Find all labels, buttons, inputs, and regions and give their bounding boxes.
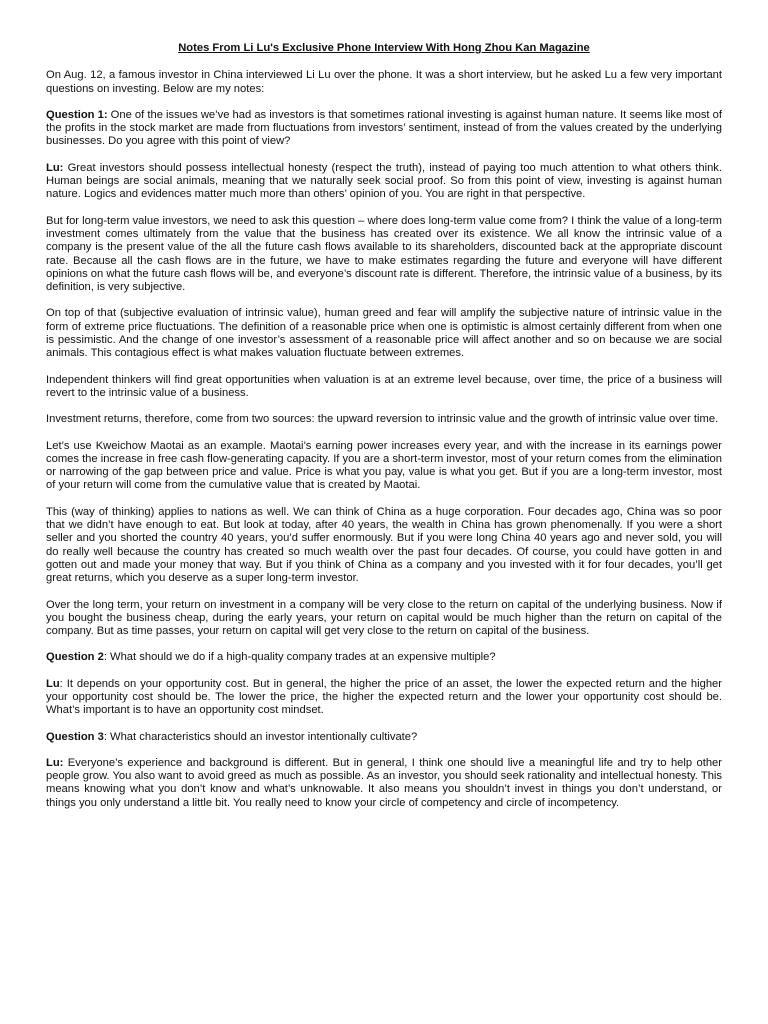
- question-3-text: : What characteristics should an investor intentionally cultivate?: [103, 730, 418, 743]
- answer-1-label: Lu:: [46, 161, 64, 174]
- answer-3: [46, 757, 722, 810]
- answer-1-paragraph-3: On top of that (subjective evaluation of intrinsic value), human greed and fear will amplify the subjective nature of intrinsic value in the form of extreme price fluctuations. The definition of a reasonable price when one is optimistic is almost certainly different from when one is pessimistic. And the change of one investor’s assessment of a reasonable price will affect another and so on because we are social animals. This contagious effect is what makes valuation fluctuate between extremes.: [46, 307, 722, 360]
- answer-1-paragraph-2: But for long-term value investors, we need to ask this question – where does long-term value come from? I think the value of a long-term investment comes ultimately from the value that the business has created over its existence. We all know the intrinsic value of a company is the present value of the all the future cash flows available to its shareholders, discounted back at the appropriate discount rate. Because all the cash flows are in the future, we have to make estimates regarding the future and everyone will have different opinions on what the future cash flows will be, and everyone’s discount rate is different. Therefore, the intrinsic value of a business, by its definition, is very subjective.: [46, 214, 722, 294]
- question-2: [46, 651, 722, 664]
- document-page: [46, 42, 722, 823]
- question-1-text: One of the issues we’ve had as investors is that sometimes rational investing is against human nature. It seems like most of the profits in the stock market are made from fluctuations from investors’ sentiment, instead of from the values created by the underlying businesses. Do you agree with this point of view?: [46, 108, 722, 148]
- answer-1-paragraph-6: Let’s use Kweichow Maotai as an example. Maotai’s earning power increases every year, and with the increase in its earnings power comes the increase in free cash flow-generating capacity. If you are a short-term investor, most of your return comes from the elimination or narrowing of the gap between price and value. Price is what you pay, value is what you get. But if you are a long-term investor, most of your return will come from the cumulative value that is created by Maotai.: [46, 439, 722, 492]
- answer-1-paragraph-4: Independent thinkers will find great opportunities when valuation is at an extreme level because, over time, the price of a business will revert to the intrinsic value of a business.: [46, 373, 722, 399]
- answer-2-text: : It depends on your opportunity cost. But in general, the higher the price of an asset, the lower the expected return and the higher your opportunity cost should be. The lower the price, the higher the expected return and the lower your opportunity cost should be. What’s important is to have an opportunity cost mindset.: [46, 677, 722, 717]
- intro-paragraph: On Aug. 12, a famous investor in China interviewed Li Lu over the phone. It was a short interview, but he asked Lu a few very important questions on investing. Below are my notes:: [46, 69, 722, 95]
- answer-1-text: Great investors should possess intellectual honesty (respect the truth), instead of paying too much attention to what others think. Human beings are social animals, meaning that we naturally seek social proof. So from this point of view, investing is against human nature. Logics and evidences matter much more than others’ opinion of you. You are right in that perspective.: [46, 161, 722, 201]
- answer-1-paragraph-7: This (way of thinking) applies to nations as well. We can think of China as a huge corporation. Four decades ago, China was so poor that we didn’t have enough to eat. But look at today, after 40 years, the wealth in China has grown phenomenally. If you were a short seller and you shorted the country 40 years, you’d suffer enormously. But if you were long China 40 years ago and never sold, you will do really well because the country has created so much wealth over the past four decades. Of course, you could have gotten in and gotten out and made your money that way. But if you think of China as a company and you invested with it for four decades, you’ll get great returns, which you deserve as a super long-term investor.: [46, 505, 722, 585]
- answer-2: [46, 678, 722, 718]
- question-1: [46, 109, 722, 149]
- answer-3-label: Lu:: [46, 756, 64, 769]
- answer-2-label: Lu: [46, 677, 60, 690]
- answer-3-text: Everyone’s experience and background is different. But in general, I think one should live a meaningful life and try to help other people grow. You also want to avoid greed as much as possible. As an investor, you should seek rationality and intellectual honesty. This means knowing what you don’t know and what’s unknowable. It also means you shouldn’t invest in things you don’t understand, or things you only understand a little bit. You really need to know your circle of competency and circle of incompetency.: [46, 756, 722, 809]
- question-2-label: Question 2: [46, 651, 104, 664]
- question-1-label: Question 1:: [46, 108, 108, 121]
- question-2-text: : What should we do if a high-quality company trades at an expensive multiple?: [103, 651, 496, 664]
- question-3: [46, 731, 722, 744]
- answer-1-paragraph-5: Investment returns, therefore, come from two sources: the upward reversion to intrinsic value and the growth of intrinsic value over time.: [46, 413, 719, 426]
- document-title: Notes From Li Lu's Exclusive Phone Interview With Hong Zhou Kan Magazine: [178, 42, 590, 54]
- answer-1: [46, 162, 722, 202]
- question-3-label: Question 3: [46, 730, 104, 743]
- answer-1-paragraph-8: Over the long term, your return on investment in a company will be very close to the return on capital of the underlying business. Now if you bought the business cheap, during the early years, your return on capital would be much higher than the return on capital of the company. But as time passes, your return on capital will get very close to the return on capital of the business.: [46, 598, 722, 638]
